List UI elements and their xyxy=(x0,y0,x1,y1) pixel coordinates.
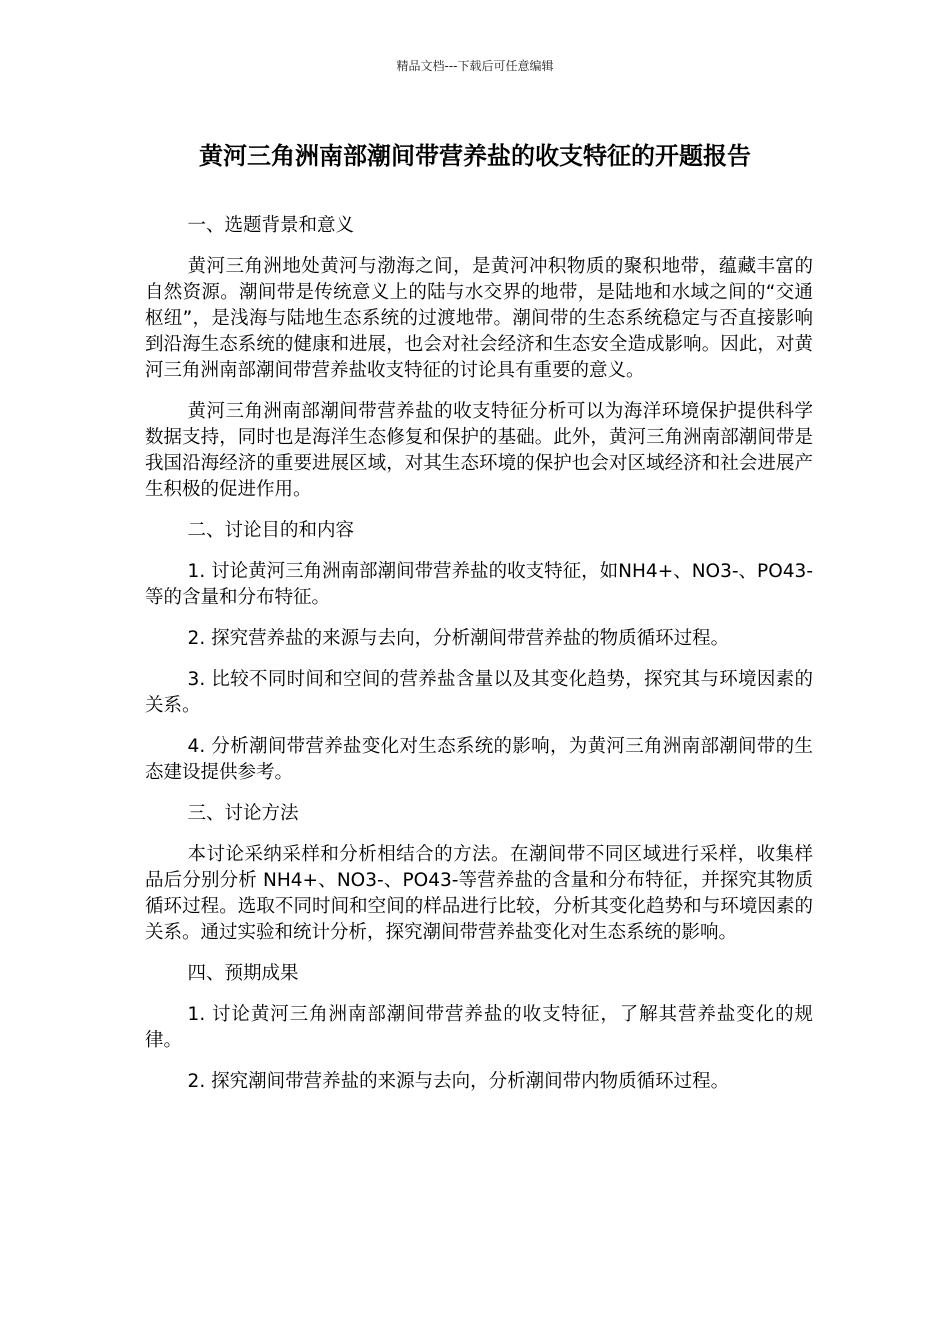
objective-item-3: 3. 比较不同时间和空间的营养盐含量以及其变化趋势，探究其与环境因素的关系。 xyxy=(145,669,813,716)
objective-item-2: 2. 探究营养盐的来源与去向，分析潮间带营养盐的物质循环过程。 xyxy=(187,628,730,649)
paragraph-background-2: 黄河三角洲南部潮间带营养盐的收支特征分析可以为海洋环境保护提供科学数据支持，同时也是海洋生态修复和保护的基础。此外，黄河三角洲南部潮间带是我国沿海经济的重要进展区域，对其生态环境的保护也会对区域经济和社会进展产生积极的促进作用。 xyxy=(145,401,813,500)
section-heading-outcomes: 四、预期成果 xyxy=(187,963,299,984)
paragraph-background-1: 黄河三角洲地处黄河与渤海之间，是黄河冲积物质的聚积地带，蕴藏丰富的自然资源。潮间带是传统意义上的陆与水交界的地带，是陆地和水域之间的“交通枢纽”，是浅海与陆地生态系统的过渡地带。潮间带的生态系统稳定与否直接影响到沿海生态系统的健康和进展，也会对社会经济和生态安全造成影响。因此，对黄河三角洲南部潮间带营养盐收支特征的讨论具有重要的意义。 xyxy=(145,256,813,381)
paragraph-methods: 本讨论采纳采样和分析相结合的方法。在潮间带不同区域进行采样，收集样品后分别分析 NH4+、NO3-、PO43-等营养盐的含量和分布特征，并探究其物质循环过程。选取不同时间和空间的样品进行比较，分析其变化趋势和与环境因素的关系。通过实验和统计分析，探究潮间带营养盐变化对生态系统的影响。 xyxy=(145,844,813,943)
outcome-item-2: 2. 探究潮间带营养盐的来源与去向，分析潮间带内物质循环过程。 xyxy=(187,1071,730,1092)
section-heading-methods: 三、讨论方法 xyxy=(187,803,299,824)
outcome-item-1: 1. 讨论黄河三角洲南部潮间带营养盐的收支特征，了解其营养盐变化的规律。 xyxy=(145,1004,813,1051)
objective-item-4: 4. 分析潮间带营养盐变化对生态系统的影响，为黄河三角洲南部潮间带的生态建设提供参考。 xyxy=(145,736,813,783)
objective-item-1: 1. 讨论黄河三角洲南部潮间带营养盐的收支特征，如NH4+、NO3-、PO43-等的含量和分布特征。 xyxy=(145,561,813,608)
section-heading-objectives: 二、讨论目的和内容 xyxy=(187,520,355,541)
header-note: 精品文档---下载后可任意编辑 xyxy=(396,59,554,73)
section-heading-background: 一、选题背景和意义 xyxy=(187,215,355,236)
document-title: 黄河三角洲南部潮间带营养盐的收支特征的开题报告 xyxy=(199,142,751,170)
document-body xyxy=(145,213,813,1110)
